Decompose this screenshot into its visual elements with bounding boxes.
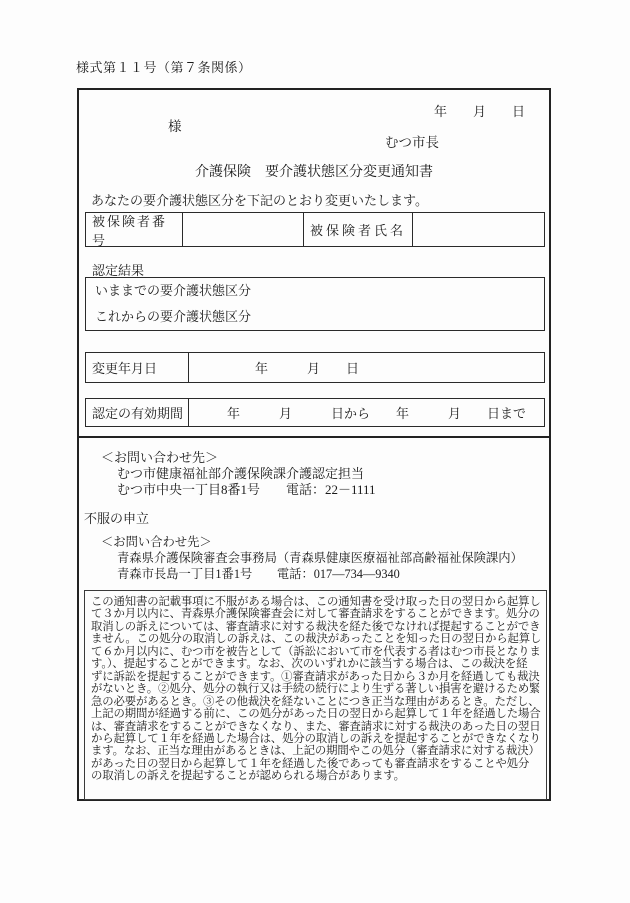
legal-text-box (84, 590, 547, 800)
contact-heading: ＜お問い合わせ先＞ (101, 535, 212, 549)
result-heading: 認定結果 (92, 263, 145, 278)
legal-text-line: があった日の翌日から起算して１年を経過した後であっても審査請求をすることや処分 (91, 757, 530, 770)
addressee-sama: 様 (168, 119, 182, 134)
section-divider (79, 436, 549, 438)
issue-date: 年 月 日 (433, 104, 525, 119)
legal-text-line: 上記の期間が経過する前に、この処分があった日の翌日から起算して１年を経過した場合 (91, 708, 541, 721)
legal-text-line: ます。なお、正当な理由があるときは、上記の期間やこの処分（審査請求に対する裁決） (91, 745, 540, 758)
insured-number-label: 被保険者番号 (86, 213, 183, 246)
insured-name-value (413, 213, 544, 246)
intro-text: あなたの要介護状態区分を下記のとおり変更いたします。 (91, 193, 428, 208)
contact-line: 青森県介護保険審査会事務局（青森県健康医療福祉部高齢福祉保険課内） (117, 551, 523, 565)
valid-period-table (85, 398, 545, 427)
legal-text-line: て６か月以内に、むつ市を被告として（訴訟において市を代表する者はむつ市長となりま (91, 645, 541, 658)
legal-text-line: から起算して１年を経過した場合は、処分の取消しの訴えを提起することができなくなり (91, 732, 541, 745)
result-row-before: いままでの要介護状態区分 (95, 283, 252, 298)
legal-text-line: がないとき。②処分、処分の執行又は手続の続行により生ずる著しい損害を避けるため緊 (91, 683, 541, 696)
contact-line: 青森市長島一丁目1番1号 電話：017―734―9340 (117, 567, 400, 581)
mayor-name: むつ市長 (385, 135, 439, 150)
insured-name-label: 被保険者氏名 (304, 213, 413, 246)
valid-period-label: 認定の有効期間 (86, 399, 189, 426)
notification-box (77, 88, 551, 801)
legal-text-line: の取消しの訴えを提起することが認められる場合があります。 (91, 770, 405, 783)
insured-number-value (183, 213, 304, 246)
legal-text-line: 取消しの訴えについては、審査請求に対する裁決を経た後でなければ提起することができ (91, 620, 541, 633)
legal-text-line: す。）、提起することができます。なお、次のいずれかに該当する場合は、この裁決を経 (91, 658, 528, 671)
valid-period-value: 年 月 日から 年 月 日まで (227, 406, 527, 421)
insured-person-table (85, 212, 545, 247)
legal-text-line: て３か月以内に、青森県介護保険審査会に対して審査請求をすることができます。処分の (91, 608, 540, 621)
contact-line: むつ市中央一丁目8番1号 電話：22－1111 (117, 482, 376, 497)
contact-block-prefecture (101, 534, 523, 582)
form-number-label: 様式第１１号（第７条関係） (76, 60, 252, 75)
appeal-heading: 不服の申立 (84, 511, 150, 526)
contact-heading: ＜お問い合わせ先＞ (101, 450, 219, 465)
legal-text-line: ずに訴訟を提起することができます。①審査請求があった日から３か月を経過しても裁決 (91, 670, 540, 683)
result-box (85, 277, 545, 331)
contact-line: むつ市健康福祉部介護保険課介護認定担当 (117, 466, 365, 481)
legal-text-line: は、審査請求をすることができなくなり、また、審査請求に対する裁決のあった日の翌日 (91, 720, 541, 733)
contact-block-city (101, 450, 376, 498)
legal-text-line: この通知書の記載事項に不服がある場合は、この通知書を受け取った日の翌日から起算し (91, 596, 541, 608)
change-date-label: 変更年月日 (86, 353, 189, 382)
legal-text-line: 急の必要があるとき。③その他裁決を経ないことにつき正当な理由があるとき。ただし、 (91, 695, 540, 708)
result-row-after: これからの要介護状態区分 (95, 309, 252, 324)
document-title: 介護保険 要介護状態区分変更通知書 (195, 165, 433, 180)
legal-text-line: ません。この処分の取消しの訴えは、この裁決があったことを知った日の翌日から起算し (91, 633, 542, 646)
change-date-table (85, 352, 545, 383)
change-date-value: 年 月 日 (255, 361, 360, 376)
